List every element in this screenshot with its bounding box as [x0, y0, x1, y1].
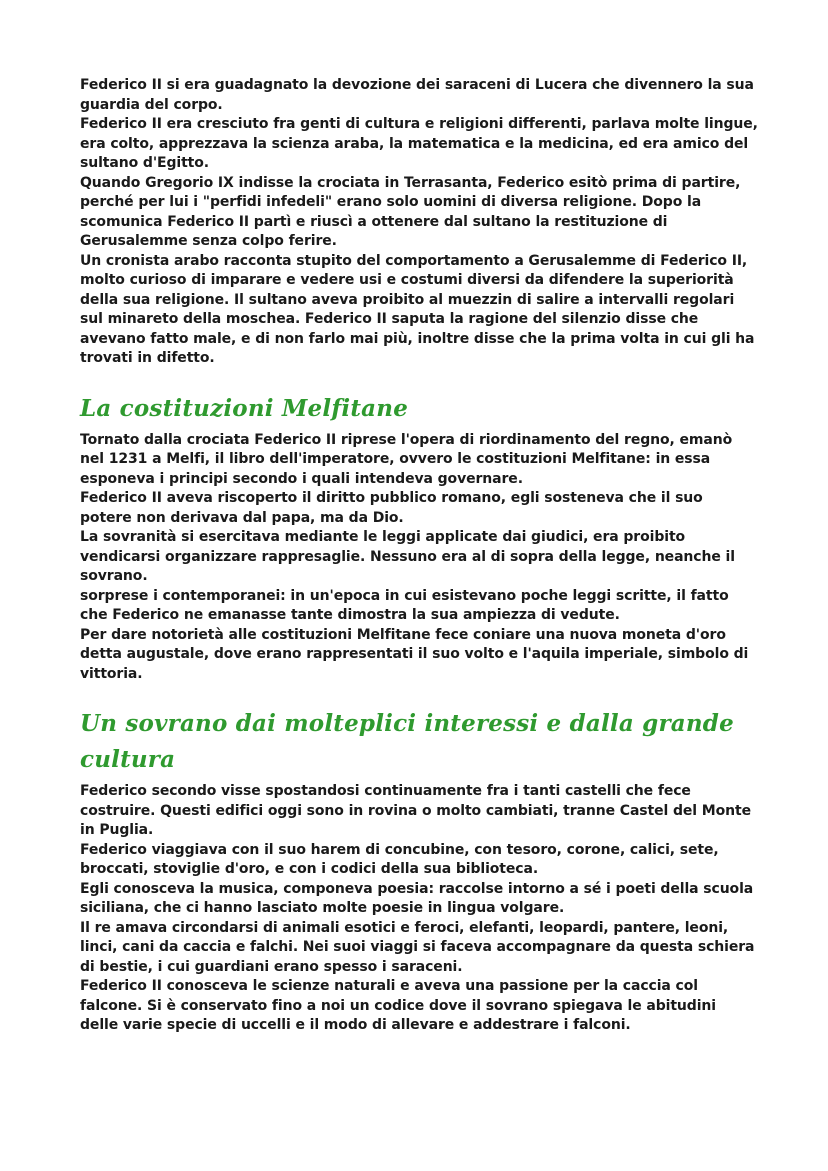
section-intro	[80, 76, 758, 369]
paragraph: Federico II conosceva le scienze naturali e aveva una passione per la caccia col falcone. Si è conservato fino a noi un codice dove il sovrano spiegava le abitudini delle varie specie di uccelli e il modo di allevare e addestrare i falconi.	[80, 978, 716, 1033]
paragraph: Federico viaggiava con il suo harem di concubine, con tesoro, corone, calici, sete, broccati, stoviglie d'oro, e con i codici della sua biblioteca.	[80, 841, 719, 877]
section-heading-sovrano: Un sovrano dai molteplici interessi e dalla grande cultura	[80, 710, 734, 773]
section-sovrano	[80, 782, 758, 1036]
paragraph: Quando Gregorio IX indisse la crociata in Terrasanta, Federico esitò prima di partire, perché per lui i "perfidi infedeli" erano solo uomini di diversa religione. Dopo la scomunica Federico II partì e riuscì a ottenere dal sultano la restituzione di Gerusalemme senza colpo ferire.	[80, 174, 741, 249]
section-heading-costituzioni: La costituzioni Melfitane	[80, 394, 409, 422]
paragraph: Per dare notorietà alle costituzioni Melfitane fece coniare una nuova moneta d'oro detta augustale, dove erano rappresentati il suo volto e l'aquila imperiale, simbolo di vittoria.	[80, 626, 749, 682]
paragraph: Un cronista arabo racconta stupito del comportamento a Gerusalemme di Federico II, molto curioso di imparare e vedere usi e costumi diversi da difendere la superiorità della sua religione. Il sultano aveva proibito al muezzin di salire a intervalli regolari sul minareto della moschea. Federico II saputa la ragione del silenzio disse che avevano fatto male, e di non farlo mai più, inoltre disse che la prima volta in cui gli ha trovati in difetto.	[80, 252, 755, 366]
paragraph: Egli conosceva la musica, componeva poesia: raccolse intorno a sé i poeti della scuola siciliana, che ci hanno lasciato molte poesie in lingua volgare.	[80, 880, 754, 916]
paragraph: Federico secondo visse spostandosi continuamente fra i tanti castelli che fece costruire. Questi edifici oggi sono in rovina o molto cambiati, tranne Castel del Monte in Puglia.	[80, 783, 751, 838]
paragraph: La sovranità si esercitava mediante le leggi applicate dai giudici, era proibito vendicarsi organizzare rappresaglie. Nessuno era al di sopra della legge, neanche il sovrano.	[80, 529, 735, 584]
paragraph: Il re amava circondarsi di animali esotici e feroci, elefanti, leopardi, pantere, leoni, linci, cani da caccia e falchi. Nei suoi viaggi si faceva accompagnare da questa schiera di bestie, i cui guardiani erano spesso i saraceni.	[80, 919, 755, 975]
paragraph: sorprese i contemporanei: in un'epoca in cui esistevano poche leggi scritte, il fatto che Federico ne emanasse tante dimostra la sua ampiezza di vedute.	[80, 587, 729, 623]
paragraph: Federico II era cresciuto fra genti di cultura e religioni differenti, parlava molte lingue, era colto, apprezzava la scienza araba, la matematica e la medicina, ed era amico del sultano d'Egitto.	[80, 116, 758, 171]
paragraph: Federico II si era guadagnato la devozione dei saraceni di Lucera che divennero la sua guardia del corpo.	[80, 77, 754, 113]
section-costituzioni	[80, 431, 758, 685]
paragraph: Federico II aveva riscoperto il diritto pubblico romano, egli sosteneva che il suo potere non derivava dal papa, ma da Dio.	[80, 490, 703, 526]
paragraph: Tornato dalla crociata Federico II riprese l'opera di riordinamento del regno, emanò nel 1231 a Melfi, il libro dell'imperatore, ovvero le costituzioni Melfitane: in essa esponeva i principi secondo i quali intendeva governare.	[80, 431, 733, 487]
